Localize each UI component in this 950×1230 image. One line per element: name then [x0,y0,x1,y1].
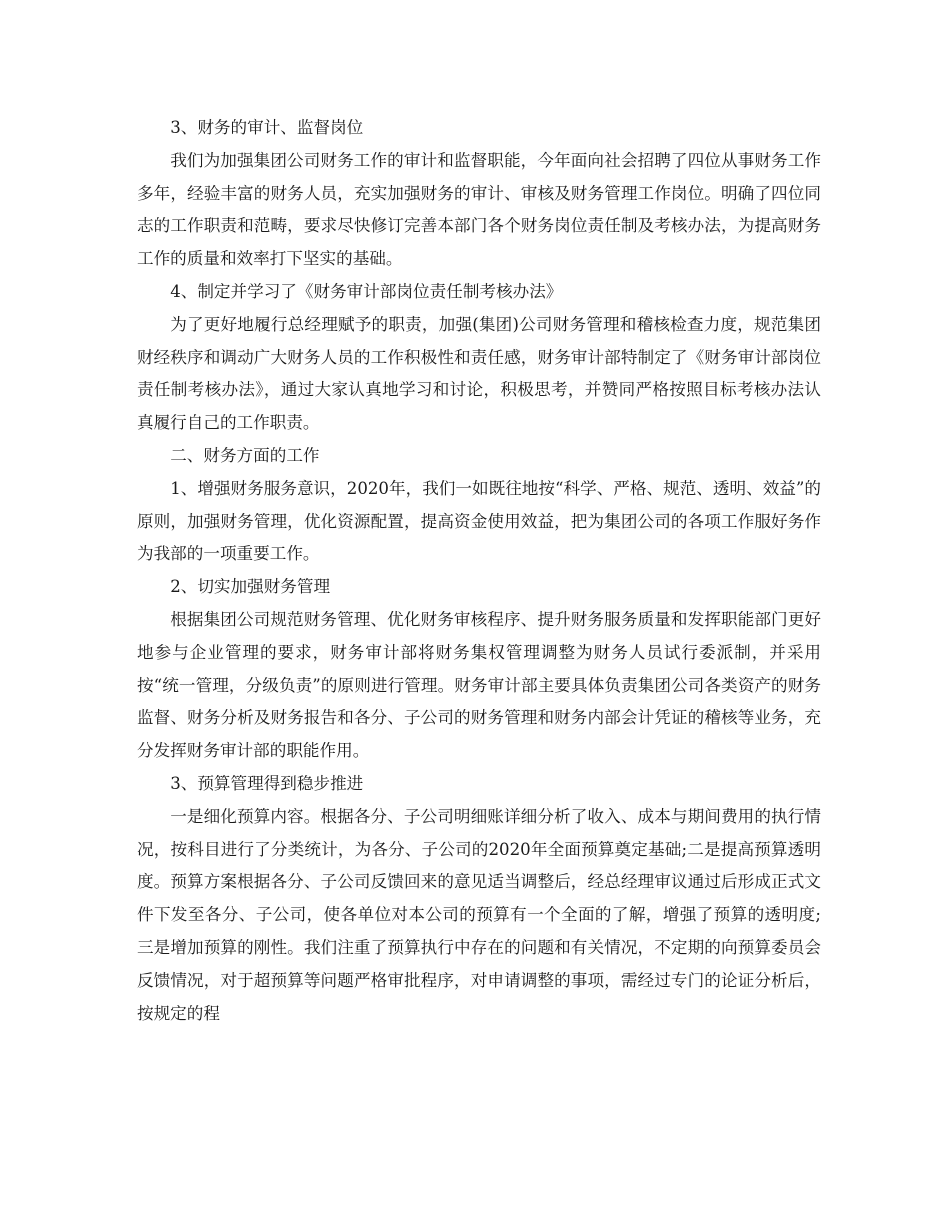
section-heading: 二、财务方面的工作 [170,445,320,465]
paragraph: 我们为加强集团公司财务工作的审计和监督职能，今年面向社会招聘了四位从事财务工作多年，经验丰富的财务人员，充实加强财务的审计、审核及财务管理工作岗位。明确了四位同志的工作职责和范畴，要求尽快修订完善本部门各个财务岗位责任制及考核办法，为提高财务工作的质量和效率打下坚实的基础。 [137,150,821,269]
paragraph: 为了更好地履行总经理赋予的职责，加强(集团)公司财务管理和稽核检查力度，规范集团财经秩序和调动广大财务人员的工作积极性和责任感，财务审计部特制定了《财务审计部岗位责任制考核办法》，通过大家认真地学习和讨论，积极思考，并赞同严格按照目标考核办法认真履行自己的工作职责。 [137,314,821,433]
paragraph: 1、增强财务服务意识，2020年，我们一如既往地按“科学、严格、规范、透明、效益”的原则，加强财务管理，优化资源配置，提高资金使用效益，把为集团公司的各项工作服好务作为我部的一项重要工作。 [137,478,821,564]
section-heading: 4、制定并学习了《财务审计部岗位责任制考核办法》 [170,281,563,301]
section-heading: 2、切实加强财务管理 [170,577,331,597]
document-body [137,112,821,1030]
section-heading: 3、财务的审计、监督岗位 [170,118,364,137]
section-heading: 3、预算管理得到稳步推进 [170,773,364,793]
paragraph: 根据集团公司规范财务管理、优化财务审核程序、提升财务服务质量和发挥职能部门更好地参与企业管理的要求，财务审计部将财务集权管理调整为财务人员试行委派制，并采用按“统一管理，分级负责”的原则进行管理。财务审计部主要具体负责集团公司各类资产的财务监督、财务分析及财务报告和各分、子公司的财务管理和财务内部会计凭证的稽核等业务，充分发挥财务审计部的职能作用。 [137,609,821,761]
paragraph: 一是细化预算内容。根据各分、子公司明细账详细分析了收入、成本与期间费用的执行情况，按科目进行了分类统计，为各分、子公司的2020年全面预算奠定基础;二是提高预算透明度。预算方案根据各分、子公司反馈回来的意见适当调整后，经总经理审议通过后形成正式文件下发至各分、子公司，使各单位对本公司的预算有一个全面的了解，增强了预算的透明度;三是增加预算的刚性。我们注重了预算执行中存在的问题和有关情况，不定期的向预算委员会反馈情况，对于超预算等问题严格审批程序，对申请调整的事项，需经过专门的论证分析后，按规定的程 [137,806,821,1023]
